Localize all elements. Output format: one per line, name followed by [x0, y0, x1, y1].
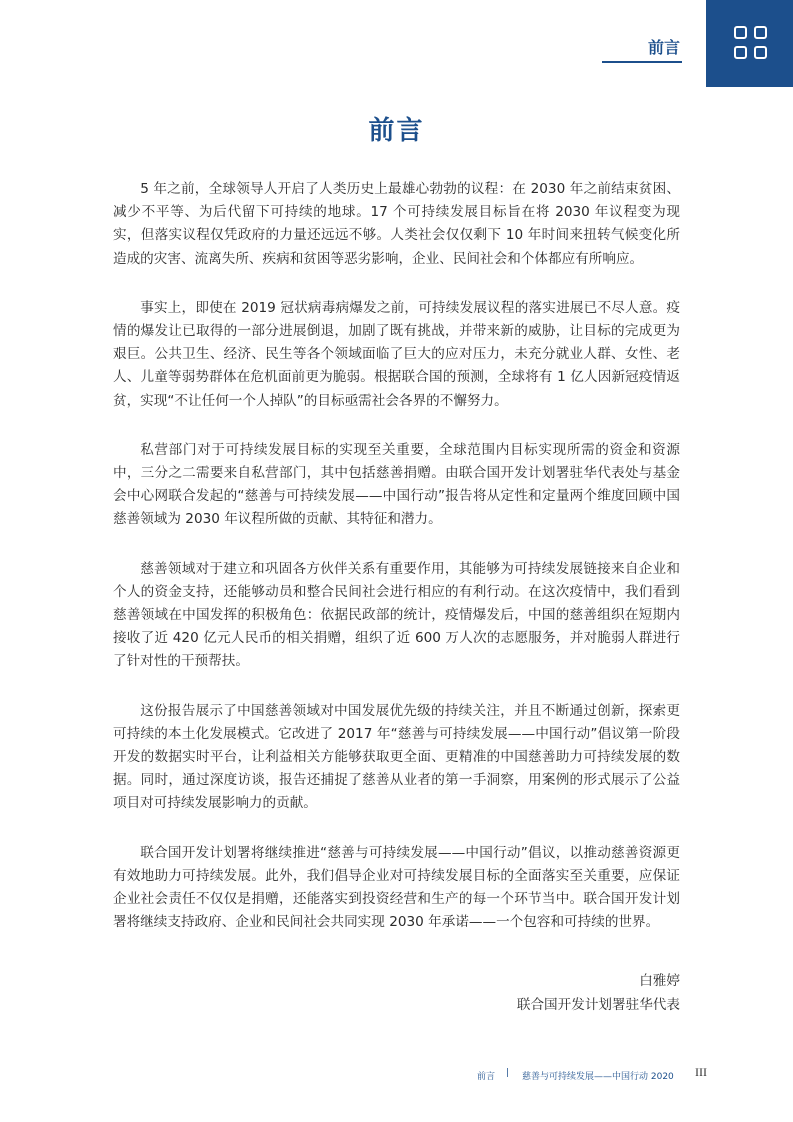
paragraph: 慈善领域对于建立和巩固各方伙伴关系有重要作用，其能够为可持续发展链接来自企业和个人的资金支持，还能够动员和整合民间社会进行相应的有利行动。在这次疫情中，我们看到慈善领域在中国发挥的积极角色：依据民政部的统计，疫情爆发后，中国的慈善组织在短期内接收了近 420 亿元人民币的相关捐赠，组织了近 600 万人次的志愿服务，并对脆弱人群进行了针对性的干预帮扶。	[113, 560, 680, 670]
footer-separator: |	[506, 1068, 510, 1078]
corner-menu-block[interactable]	[706, 0, 793, 87]
page-number: III	[695, 1065, 707, 1079]
paragraph: 私营部门对于可持续发展目标的实现至关重要，全球范围内目标实现所需的资金和资源中，三分之二需要来自私营部门，其中包括慈善捐赠。由联合国开发计划署驻华代表处与基金会中心网联合发起的“慈善与可持续发展——中国行动”报告将从定性和定量两个维度回顾中国慈善领域为 2030 年议程所做的贡献、其特征和潜力。	[113, 441, 680, 528]
body-text	[113, 178, 680, 960]
page-title: 前言	[368, 116, 425, 146]
paragraph: 联合国开发计划署将继续推进“慈善与可持续发展——中国行动”倡议，以推动慈善资源更有效地助力可持续发展。此外，我们倡导企业对可持续发展目标的全面落实至关重要，应保证企业社会责任不仅仅是捐赠，还能落实到投资经营和生产的每一个环节当中。联合国开发计划署将继续支持政府、企业和民间社会共同实现 2030 年承诺——一个包容和可持续的世界。	[113, 844, 680, 931]
footer-report-title: 慈善与可持续发展——中国行动 2020	[522, 1072, 674, 1082]
signature-block	[440, 969, 680, 1017]
footer-section: 前言	[477, 1072, 496, 1082]
header-divider	[602, 61, 682, 63]
grid-icon[interactable]	[734, 26, 768, 60]
paragraph: 这份报告展示了中国慈善领域对中国发展优先级的持续关注，并且不断通过创新，探索更可持续的本土化发展模式。它改进了 2017 年“慈善与可持续发展——中国行动”倡议第一阶段开发的数据实时平台，让利益相关方能够获取更全面、更精准的中国慈善助力可持续发展的数据。同时，通过深度访谈，报告还捕捉了慈善从业者的第一手洞察，用案例的形式展示了公益项目对可持续发展影响力的贡献。	[113, 702, 680, 812]
paragraph: 5 年之前，全球领导人开启了人类历史上最雄心勃勃的议程：在 2030 年之前结束贫困、减少不平等、为后代留下可持续的地球。17 个可持续发展目标旨在将 2030 年议程变为现实，但落实议程仅凭政府的力量还远远不够。人类社会仅仅剩下 10 年时间来扭转气候变化所造成的灾害、流离失所、疾病和贫困等恶劣影响，企业、民间社会和个体都应有所响应。	[113, 181, 680, 267]
signature-role: 联合国开发计划署驻华代表	[516, 997, 680, 1013]
paragraph: 事实上，即使在 2019 冠状病毒病爆发之前，可持续发展议程的落实进展已不尽人意。疫情的爆发让已取得的一部分进展倒退，加剧了既有挑战，并带来新的威胁，让目标的完成更为艰巨。公共卫生、经济、民生等各个领域面临了巨大的应对压力，未充分就业人群、女性、老人、儿童等弱势群体在危机面前更为脆弱。根据联合国的预测，全球将有 1 亿人因新冠疫情返贫，实现“不让任何一个人掉队”的目标亟需社会各界的不懈努力。	[113, 299, 680, 409]
page-footer	[470, 1064, 710, 1084]
header-section-label: 前言	[647, 38, 680, 57]
signature-name: 白雅婷	[639, 973, 680, 989]
